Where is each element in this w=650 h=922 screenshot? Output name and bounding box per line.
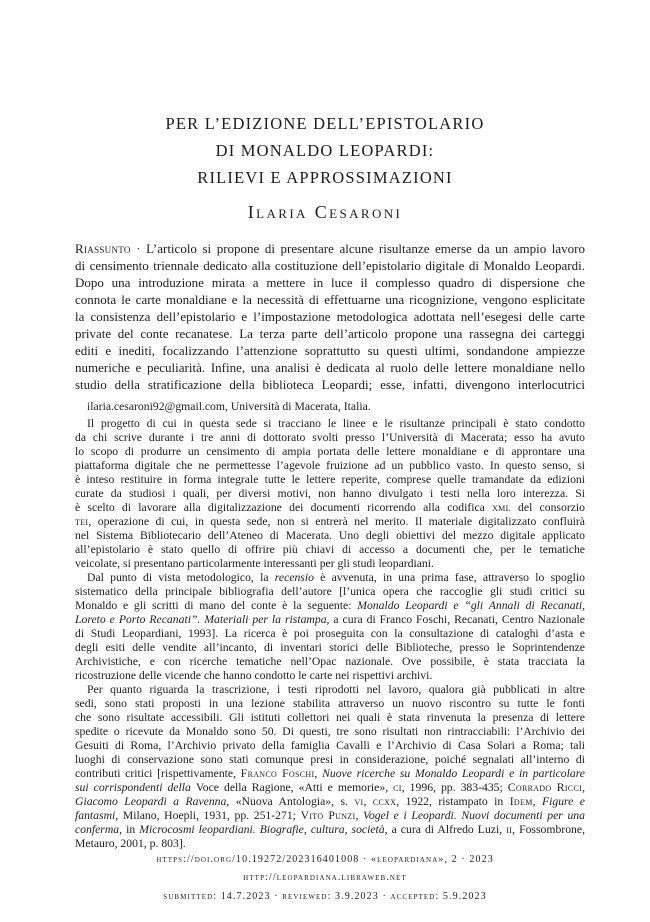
italic-text: sui corrispondenti della	[75, 781, 196, 794]
submission-dates: submitted: 14.7.2023 · reviewed: 3.9.2023 · accepted: 5.9.2023	[163, 891, 487, 902]
italic-text: conferma	[75, 823, 120, 836]
footnote	[75, 417, 585, 851]
website-link[interactable]: http://leopardiana.libraweb.net	[243, 872, 407, 883]
small-caps-text: Idem	[509, 795, 533, 808]
footnote-line	[75, 571, 585, 585]
footnote-line: veicolate, si presentano particolarmente interessanti per gli studi leopardiani.	[75, 557, 434, 570]
small-caps-text: xml	[492, 501, 511, 514]
abstract-line: Dopo una introduzione mirata a mettere in luce il complesso quadro di dispersione che	[75, 275, 585, 290]
footnote-line: degli esiti delle vendite all’incanto, di inventari storici delle Biblioteche, presso le Soprintendenze	[75, 641, 585, 654]
website-line	[0, 871, 650, 885]
author-email-link[interactable]: ilaria.cesaroni92@gmail.com	[87, 400, 225, 413]
footnote-line: sistematico della principale bibliografia dell’autore [l’unica opera che raccoglie gli studi critici su	[75, 585, 585, 598]
text-segment: è scelto di lavorare alla digitalizzazione dei documenti ricorrendo alla codifica	[75, 501, 493, 514]
title-line: RILIEVI E APPROSSIMAZIONI	[197, 168, 453, 187]
footnote-line: da chi scrive durante i tre anni di dottorato svolti presso l’Università di Macerata; esso ha avuto	[75, 431, 585, 444]
footnote-line: curate da studiosi i quali, per diversi motivi, non hanno divulgato i testi nella loro interezza. Si	[75, 487, 585, 500]
italic-text: Vogel e i Leopardi. Nuovi documenti per una	[363, 809, 585, 822]
italic-text: Monaldo Leopardi e “gli Annali di Recanati,	[357, 599, 585, 612]
author-note	[87, 400, 585, 414]
footnote-line: è inteso restituire in forma integrale tutte le lettere reperite, comprese quelle tramandate da edizioni	[75, 473, 585, 486]
text-segment: Voce della Ragione	[195, 781, 291, 794]
text-segment: , 1996, pp. 383-435;	[401, 781, 508, 794]
footnote-line: di Studi Leopardiani, 1993]. La ricerca è poi proseguita con la consultazione di cataloghi d’asta e	[75, 627, 585, 640]
footnote-line	[75, 781, 585, 795]
abstract	[75, 240, 585, 393]
author-name: Ilaria Cesaroni	[247, 202, 403, 222]
text-segment: ,	[355, 809, 364, 822]
doi-link[interactable]: https://doi.org/10.19272/202316401008	[156, 854, 360, 865]
author-affiliation: , Università di Macerata, Italia.	[224, 400, 371, 413]
footnote-line: ricostruzione delle vicende che hanno condotto le carte nei rispettivi archivi.	[75, 669, 433, 682]
footnote-line: piattaforma digitale che ne permettesse l’agevole fruizione ad un pubblico vasto. In questo senso, si	[75, 459, 585, 472]
text-segment: , «Nuova Antologia», s.	[226, 795, 355, 808]
text-segment: ,	[363, 795, 373, 808]
abstract-line: di censimento triennale dedicato alla costituzione dell’epistolario digitale di Monaldo Leopardi.	[75, 258, 585, 273]
journal-issue: · «leopardiana», 2 · 2023	[359, 854, 494, 865]
italic-text: Figure e	[541, 795, 585, 808]
abstract-text: · L’articolo si propone di presentare alcune risultanze emerse da un ampio lavoro	[130, 241, 585, 256]
footnote-line	[75, 613, 585, 627]
footnote-line	[75, 795, 585, 809]
text-segment: è avvenuta, in una prima fase, attraverso lo spoglio	[313, 571, 585, 584]
abstract-line	[75, 240, 585, 257]
italic-text: recensio	[274, 571, 314, 584]
footnote-line: Il progetto di cui in questa sede si tracciano le linee e le risultanze principali è stato condotto	[87, 417, 585, 430]
doi-line	[0, 853, 650, 867]
abstract-line: la consistenza dell’epistolario e l’impostazione metodologica adottata nell’esegesi delle carte	[75, 309, 585, 324]
footnote-line: luoghi di conservazione sono stati comunque presi in considerazione, poiché segnalati all’interno di	[75, 753, 585, 766]
small-caps-text: Franco Foschi	[240, 767, 315, 780]
text-segment: , a cura di Franco Foschi, Recanati, Centro Nazionale	[326, 613, 585, 626]
small-caps-text: vi	[354, 795, 364, 808]
footnote-line: che sono risultate accessibili. Gli istituti collettori nei quali è stata rinvenuta la presenza di lettere	[75, 711, 585, 724]
footnote-line: nel Sistema Bibliotecario dell’Ateneo di Macerata. Uno degli obiettivi del mezzo digitale applicato	[75, 529, 585, 542]
text-segment: Monaldo e gli scritti di mano del conte è la seguente:	[75, 599, 358, 612]
text-segment: , 1922, ristampato in	[396, 795, 510, 808]
text-segment: ,	[582, 781, 585, 794]
small-caps-text: Vito Punzi	[300, 809, 356, 822]
small-caps-text: Corrado Ricci	[507, 781, 583, 794]
italic-text: Microcosmi leopardiani. Biografie, cultura, società	[139, 823, 385, 836]
text-segment: del consorzio	[510, 501, 585, 514]
footnote-line	[75, 823, 585, 837]
small-caps-text: ccxx	[372, 795, 397, 808]
text-segment: , Milano, Hoepli, 1931, pp. 251-271;	[115, 809, 301, 822]
footnote-line: Gesuiti di Roma, l’Archivio privato della famiglia Cavalli e l’Archivio di Casa Solari a Roma; tali	[75, 739, 585, 752]
article-title	[0, 110, 650, 191]
title-line: DI MONALDO LEOPARDI:	[215, 141, 435, 160]
footnote-line	[75, 501, 585, 515]
title-line: PER L’EDIZIONE DELL’EPISTOLARIO	[165, 114, 485, 133]
footnote-line	[75, 767, 585, 781]
abstract-line: studio della stratificazione della biblioteca Leopardi; esse, infatti, divengono interlocutrici	[75, 377, 585, 392]
abstract-line: editi e inediti, focalizzando l’attenzione soprattutto su questi ultimi, sondandone ampiezze	[75, 343, 585, 358]
text-segment: , a cura di Alfredo Luzi,	[384, 823, 507, 836]
abstract-line: connota le carte monaldiane e la necessità di effettuarne una ricognizione, vengono esplicitate	[75, 292, 585, 307]
text-segment: , Fossombrone,	[512, 823, 585, 836]
italic-text: fantasmi	[75, 809, 116, 822]
text-segment: ,	[314, 767, 323, 780]
footnote-line: lo scopo di produrre un censimento di ampia portata delle lettere monaldiane e di approntare una	[75, 445, 585, 458]
footnote-line	[75, 809, 585, 823]
abstract-line: numeriche e peculiarità. Infine, una analisi è dedicata al ruolo delle lettere monaldiane nello	[75, 360, 585, 375]
italic-text: Loreto e Porto Recanati”. Materiali per la ristampa	[75, 613, 327, 626]
footnote-line: Archivistiche, e con ricerche tematiche nell’Opac nazionale. Ove possibile, è stata tracciata la	[75, 655, 585, 668]
text-segment: , operazione di cui, in questa sede, non si entrerà nel merito. Il materiale digitalizzato confluirà	[88, 515, 585, 528]
italic-text: Giacomo Leopardi a Ravenna	[75, 795, 227, 808]
abstract-label: Riassunto	[75, 241, 131, 256]
text-segment: , in	[119, 823, 140, 836]
small-caps-text: ii	[506, 823, 513, 836]
text-segment: contributi critici [rispettivamente,	[75, 767, 241, 780]
footnote-line: Metauro, 2001, p. 803].	[75, 837, 186, 850]
text-segment: , «Atti e memorie»,	[290, 781, 394, 794]
footnote-line: all’epistolario è stato quello di offrire più chiavi di accesso a documenti che, per le tematiche	[75, 543, 585, 556]
abstract-line: private del conte recanatese. La terza parte dell’articolo propone una rassegna dei carteggi	[75, 326, 585, 341]
footnote-line	[75, 599, 585, 613]
text-segment: ,	[532, 795, 542, 808]
small-caps-text: ci	[393, 781, 402, 794]
italic-text: Nuove ricerche su Monaldo Leopardi e in particolare	[322, 767, 585, 780]
text-segment: Dal punto di vista metodologico, la	[87, 571, 275, 584]
footnote-line: sedi, sono stati proposti in una lezione stabilita attraverso un nuovo riscontro su tutte le fonti	[75, 697, 585, 710]
footnote-line: Per quanto riguarda la trascrizione, i testi riprodotti nel lavoro, qualora già pubblicati in altre	[87, 683, 585, 696]
footnote-line	[75, 515, 585, 529]
footnote-line: spedite o ricevute da Monaldo sono 50. Di questi, tre sono risultati non rintracciabili: l’Archivio dei	[75, 725, 585, 738]
small-caps-text: tei	[75, 515, 89, 528]
